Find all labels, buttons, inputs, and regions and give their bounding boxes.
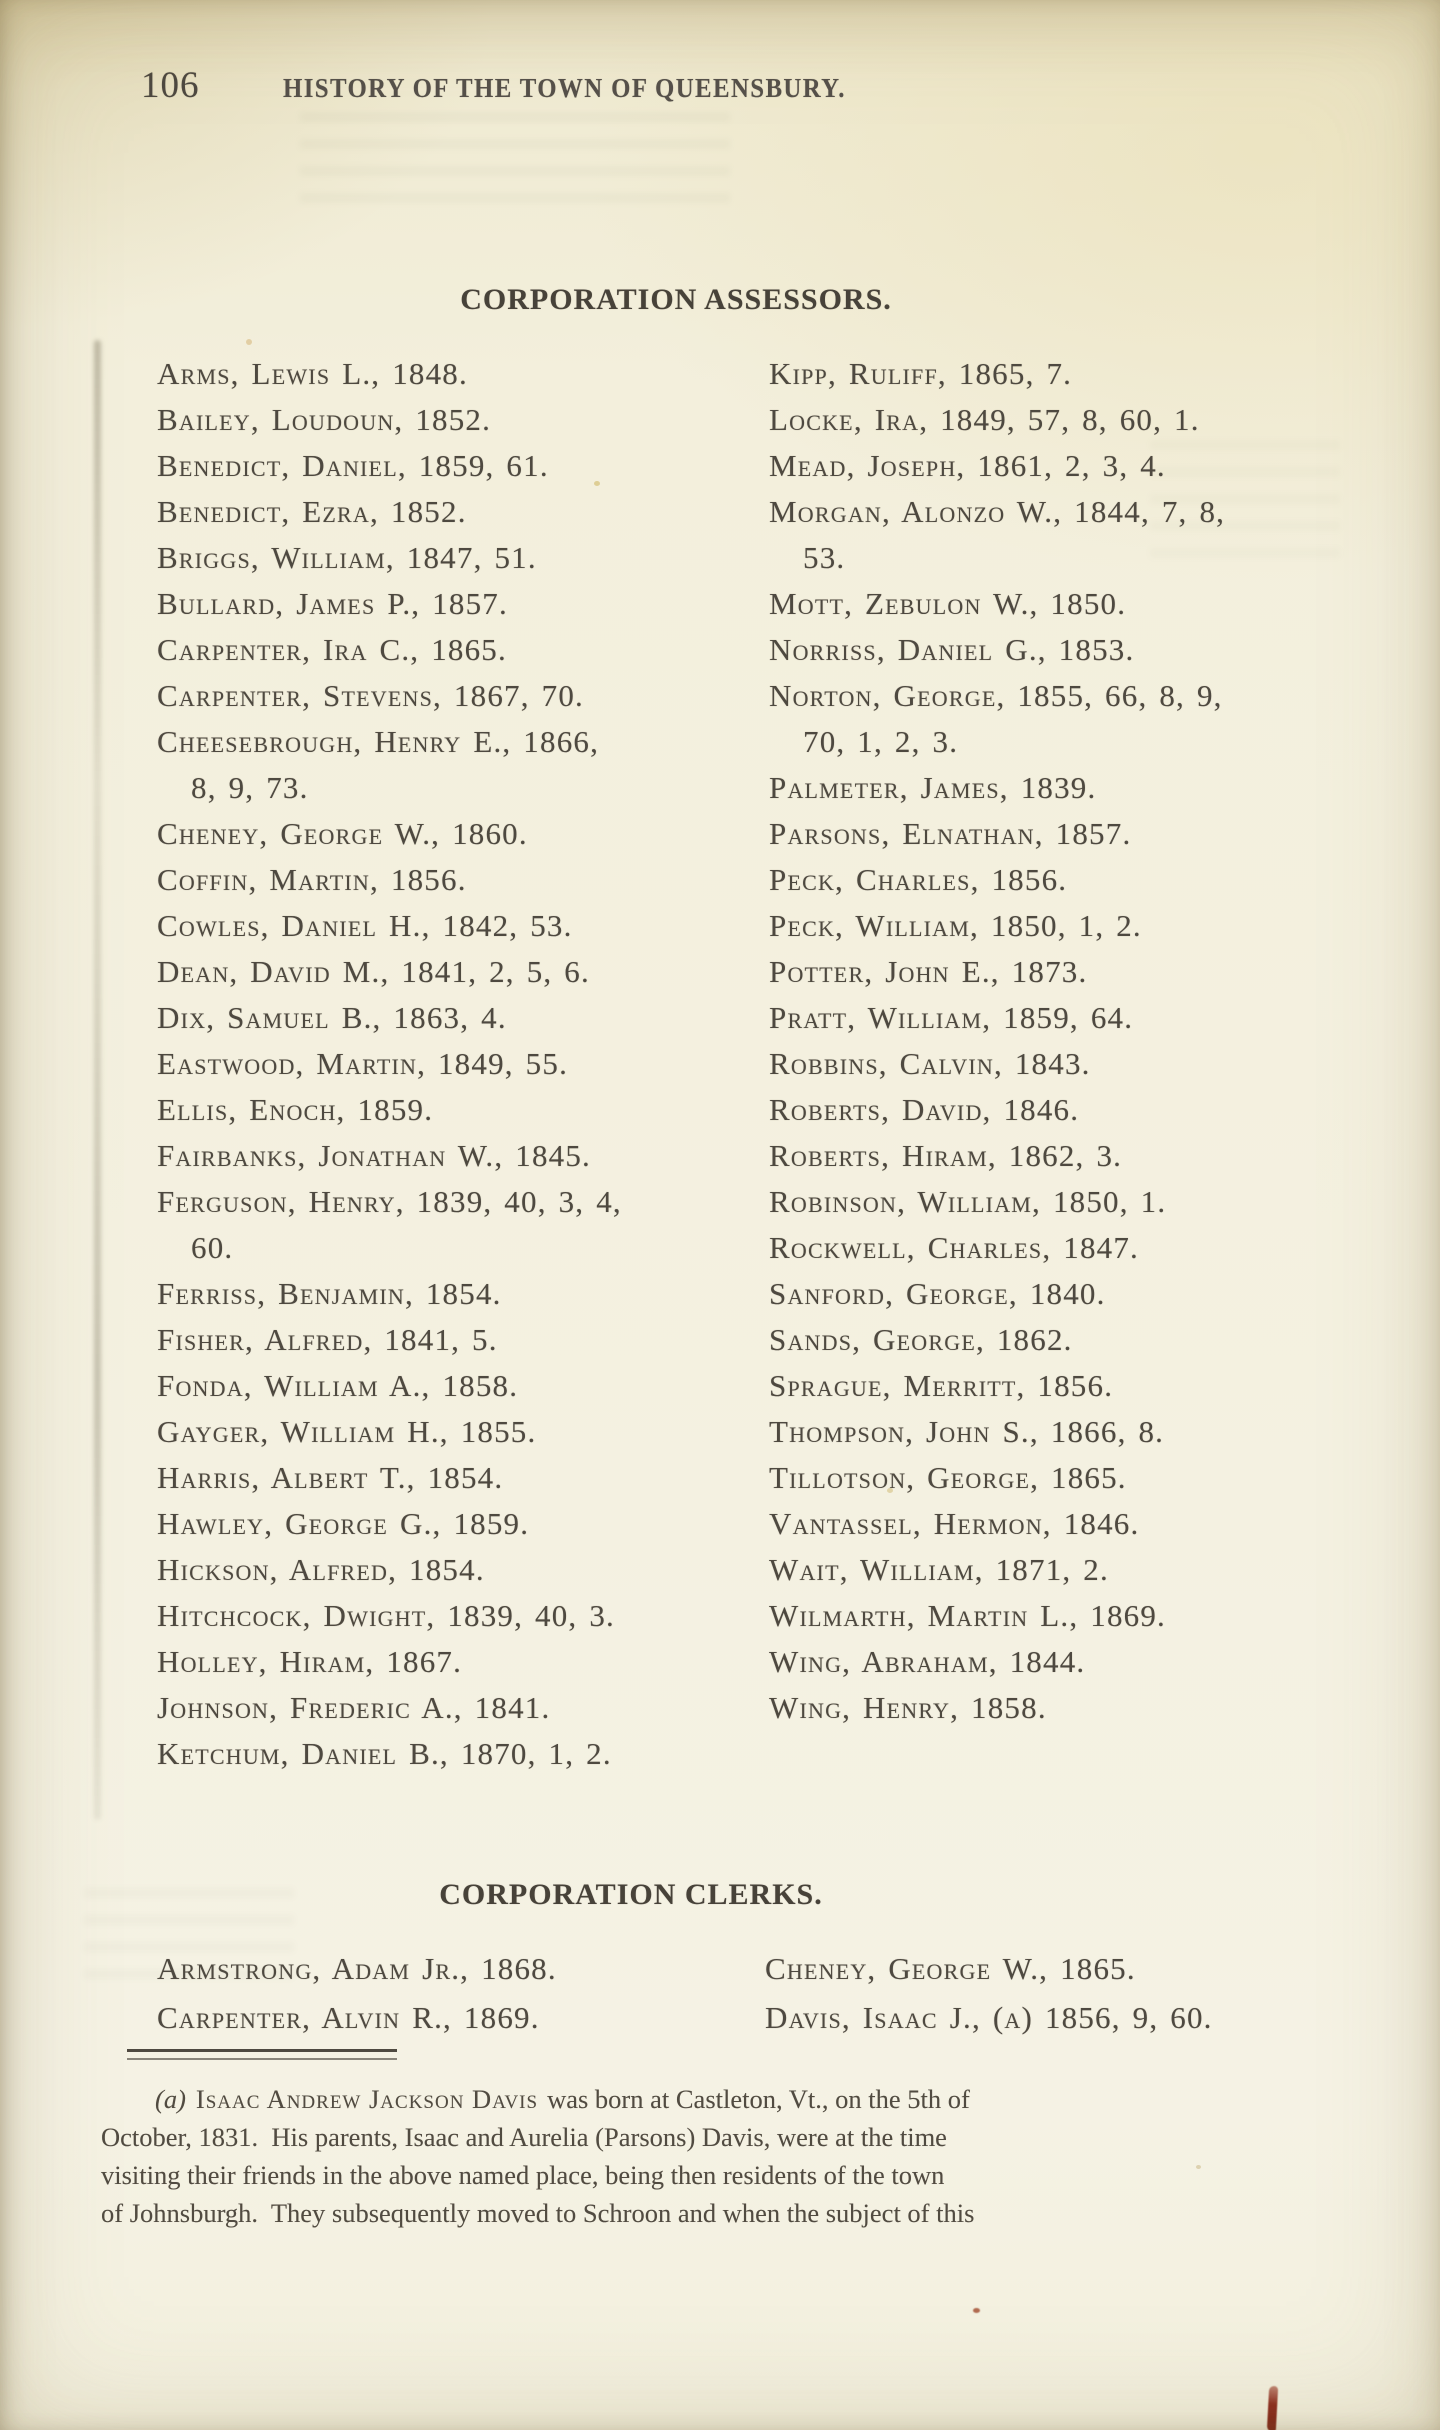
assessor-entry: Bailey, Loudoun, 1852. (157, 402, 492, 437)
assessor-entry: Dean, David M., 1841, 2, 5, 6. (157, 954, 590, 989)
assessor-entry: Tillotson, George, 1865. (769, 1460, 1127, 1495)
footnote-rule (127, 2049, 397, 2060)
assessors-column-left (157, 351, 769, 1777)
assessor-entry: Robbins, Calvin, 1843. (769, 1046, 1091, 1081)
assessor-entry: Ketchum, Daniel B., 1870, 1, 2. (157, 1736, 612, 1771)
assessor-entry: Wilmarth, Martin L., 1869. (769, 1598, 1166, 1633)
assessor-entry: Palmeter, James, 1839. (769, 770, 1097, 805)
footnote-marker: (a) (155, 2084, 186, 2114)
assessor-entry: Morgan, Alonzo W., 1844, 7, 8, (769, 494, 1226, 529)
clerks-column-right (765, 1944, 1355, 2042)
bleed-through-artifact (300, 112, 730, 220)
footnote-line: of Johnsburgh. They subsequently moved to Schroon and when the subject of this (101, 2198, 975, 2228)
footnote-line: visiting their friends in the above named place, being then residents of the town (101, 2160, 945, 2190)
assessor-entry: Parsons, Elnathan, 1857. (769, 816, 1132, 851)
paper-speck (246, 339, 252, 345)
clerk-entry: Armstrong, Adam Jr., 1868. (157, 1951, 557, 1986)
assessor-entry: Gayger, William H., 1855. (157, 1414, 537, 1449)
clerk-entry: Cheney, George W., 1865. (765, 1951, 1136, 1986)
assessor-entry: Ferriss, Benjamin, 1854. (157, 1276, 502, 1311)
assessor-entry: Peck, William, 1850, 1, 2. (769, 908, 1142, 943)
assessor-entry: Coffin, Martin, 1856. (157, 862, 467, 897)
assessor-entry: Sanford, George, 1840. (769, 1276, 1106, 1311)
assessor-entry: Benedict, Daniel, 1859, 61. (157, 448, 549, 483)
assessor-entry: Norriss, Daniel G., 1853. (769, 632, 1135, 667)
clerk-entry: Davis, Isaac J., (a) 1856, 9, 60. (765, 2000, 1213, 2035)
assessor-entry: 70, 1, 2, 3. (803, 724, 959, 759)
assessor-entry: 60. (191, 1230, 234, 1265)
assessor-entry: Carpenter, Stevens, 1867, 70. (157, 678, 584, 713)
assessor-entry: Dix, Samuel B., 1863, 4. (157, 1000, 507, 1035)
assessor-entry: Locke, Ira, 1849, 57, 8, 60, 1. (769, 402, 1200, 437)
footnote-line (101, 2080, 1351, 2118)
assessor-entry: Wing, Abraham, 1844. (769, 1644, 1086, 1679)
assessors-heading: CORPORATION ASSESSORS. (460, 283, 892, 316)
assessor-entry: Mott, Zebulon W., 1850. (769, 586, 1127, 621)
assessor-entry: Fonda, William A., 1858. (157, 1368, 519, 1403)
red-pen-mark (1267, 2386, 1278, 2430)
assessors-column-right (769, 351, 1349, 1731)
assessor-entry: Fairbanks, Jonathan W., 1845. (157, 1138, 591, 1173)
assessor-entry: Harris, Albert T., 1854. (157, 1460, 504, 1495)
assessor-entry: Kipp, Ruliff, 1865, 7. (769, 356, 1073, 391)
assessor-entry: Holley, Hiram, 1867. (157, 1644, 463, 1679)
assessor-entry: Peck, Charles, 1856. (769, 862, 1068, 897)
page-number: 106 (141, 65, 200, 106)
assessor-entry: Mead, Joseph, 1861, 2, 3, 4. (769, 448, 1166, 483)
footnote-line: October, 1831. His parents, Isaac and Aurelia (Parsons) Davis, were at the time (101, 2122, 947, 2152)
assessor-entry: Norton, George, 1855, 66, 8, 9, (769, 678, 1223, 713)
assessor-entry: Carpenter, Ira C., 1865. (157, 632, 507, 667)
footnote-person-name: Isaac Andrew Jackson Davis (195, 2084, 539, 2114)
assessor-entry: Eastwood, Martin, 1849, 55. (157, 1046, 569, 1081)
assessor-entry: Hickson, Alfred, 1854. (157, 1552, 485, 1587)
assessor-entry: Benedict, Ezra, 1852. (157, 494, 467, 529)
assessor-entry: Wing, Henry, 1858. (769, 1690, 1047, 1725)
assessor-entry: 8, 9, 73. (191, 770, 309, 805)
assessor-entry: 53. (803, 540, 846, 575)
running-title: HISTORY OF THE TOWN OF QUEENSBURY. (283, 73, 846, 103)
assessor-entry: Hawley, George G., 1859. (157, 1506, 530, 1541)
clerk-entry: Carpenter, Alvin R., 1869. (157, 2000, 540, 2035)
assessor-entry: Sprague, Merritt, 1856. (769, 1368, 1114, 1403)
footnote-text: was born at Castleton, Vt., on the 5th of (547, 2084, 970, 2114)
assessor-entry: Cheesebrough, Henry E., 1866, (157, 724, 600, 759)
assessor-entry: Hitchcock, Dwight, 1839, 40, 3. (157, 1598, 615, 1633)
assessor-entry: Cheney, George W., 1860. (157, 816, 528, 851)
assessor-entry: Sands, George, 1862. (769, 1322, 1073, 1357)
footnote (101, 2080, 1351, 2232)
red-pen-speck (973, 2308, 980, 2313)
assessor-entry: Bullard, James P., 1857. (157, 586, 508, 621)
assessor-entry: Robinson, William, 1850, 1. (769, 1184, 1167, 1219)
assessor-entry: Johnson, Frederic A., 1841. (157, 1690, 551, 1725)
assessor-entry: Thompson, John S., 1866, 8. (769, 1414, 1165, 1449)
clerks-heading: CORPORATION CLERKS. (439, 1878, 823, 1911)
assessor-entry: Ellis, Enoch, 1859. (157, 1092, 434, 1127)
assessor-entry: Arms, Lewis L., 1848. (157, 356, 468, 391)
assessor-entry: Briggs, William, 1847, 51. (157, 540, 537, 575)
assessor-entry: Fisher, Alfred, 1841, 5. (157, 1322, 498, 1357)
clerks-column-left (157, 1944, 757, 2042)
assessor-entry: Wait, William, 1871, 2. (769, 1552, 1109, 1587)
assessor-entry: Pratt, William, 1859, 64. (769, 1000, 1134, 1035)
assessor-entry: Roberts, David, 1846. (769, 1092, 1080, 1127)
assessor-entry: Roberts, Hiram, 1862, 3. (769, 1138, 1123, 1173)
assessor-entry: Rockwell, Charles, 1847. (769, 1230, 1139, 1265)
assessor-entry: Vantassel, Hermon, 1846. (769, 1506, 1140, 1541)
assessor-entry: Ferguson, Henry, 1839, 40, 3, 4, (157, 1184, 622, 1219)
page-edge-shadow (94, 340, 101, 1820)
assessor-entry: Potter, John E., 1873. (769, 954, 1088, 989)
assessor-entry: Cowles, Daniel H., 1842, 53. (157, 908, 573, 943)
